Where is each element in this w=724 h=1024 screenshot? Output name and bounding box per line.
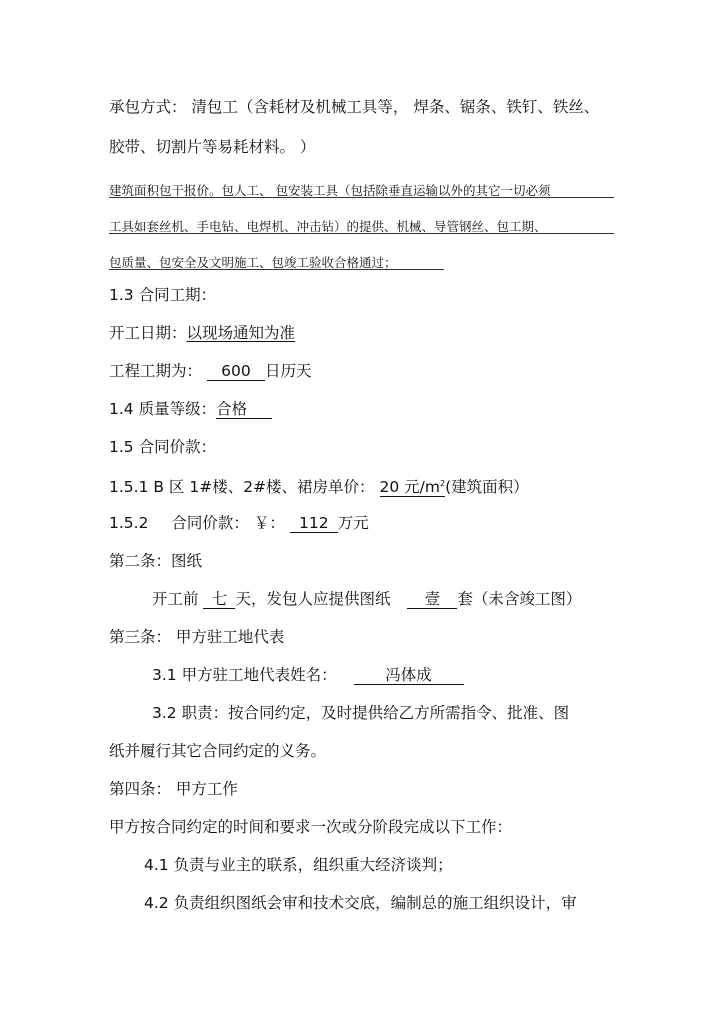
duties-line-2: 纸并履行其它合同约定的义务。 [109,742,327,760]
start-date-value: 以现场通知为准 [186,324,296,342]
representative-name-label: 3.1 甲方驻工地代表姓名： [152,666,337,684]
duration-unit: 日历天 [264,362,312,380]
start-date-label: 开工日期： [109,324,187,342]
duration-value: 600 [207,362,265,381]
quality-value: 合格 [216,400,272,419]
contract-price-line [109,513,369,533]
contract-price-number: 1.5.2 [109,514,149,532]
article-2-heading: 第二条：图纸 [109,552,203,570]
unit-price-value: 20 元/m [379,478,440,497]
lump-sum-rule-2 [109,233,614,234]
unit-price-tail: (建筑面积） [445,478,529,497]
duration-label: 工程工期为： [109,362,203,380]
drawings-line [152,589,581,609]
lump-sum-rule-3 [109,269,444,270]
representative-name-line [152,665,464,685]
lump-sum-line-2: 工具如套丝机、手电钻、电焊机、冲击钻）的提供、机械、导管钢丝、包工期、 [109,219,547,234]
section-4-1: 4.1 负责与业主的联系，组织重大经济谈判； [144,856,453,874]
duties-line-1: 3.2 职责：按合同约定，及时提供给乙方所需指令、批准、图 [152,704,570,722]
contract-price-value: 112 [290,514,338,533]
section-4-2: 4.2 负责组织图纸会审和技术交底，编制总的施工组织设计，审 [144,894,577,912]
contract-price-unit: 万元 [337,514,369,532]
drawings-text-b: 天，发包人应提供图纸 [235,590,391,608]
lump-sum-line-1: 建筑面积包干报价。包人工、 包安装工具（包括除垂直运输以外的其它一切必须 [109,183,551,198]
unit-price-label: 1.5.1 B 区 1#楼、2#楼、裙房单价： [109,478,375,497]
contract-price-label: 合同价款： ￥： [171,514,285,532]
article-4-intro: 甲方按合同约定的时间和要求一次或分阶段完成以下工作： [109,818,513,836]
duration-line [109,361,311,381]
lump-sum-rule-1 [109,197,614,198]
article-4-heading: 第四条： 甲方工作 [109,780,238,798]
quality-label: 1.4 质量等级： [109,400,217,418]
start-date-line [109,323,319,343]
article-3-heading: 第三条： 甲方驻工地代表 [109,628,285,646]
section-1-3-heading: 1.3 合同工期： [109,286,217,304]
drawings-sets-value: 壹 [407,590,457,609]
drawings-text-a: 开工前 [152,590,199,608]
drawings-text-c: 套（未含竣工图） [457,590,582,608]
representative-name-value: 冯体成 [354,666,464,685]
quality-line [109,399,272,419]
contract-method-line-1: 承包方式： 清包工（含耗材及机械工具等， 焊条、锯条、铁钉、铁丝、 [109,98,600,116]
contract-method-line-2: 胶带、切割片等易耗材料。 ） [109,138,316,156]
unit-price-superscript: 2 [439,479,446,488]
drawings-days-value: 七 [203,590,235,609]
unit-price-line [109,475,529,497]
section-1-5-heading: 1.5 合同价款： [109,438,217,456]
lump-sum-line-3: 包质量、包安全及文明施工、包竣工验收合格通过； [109,255,397,270]
